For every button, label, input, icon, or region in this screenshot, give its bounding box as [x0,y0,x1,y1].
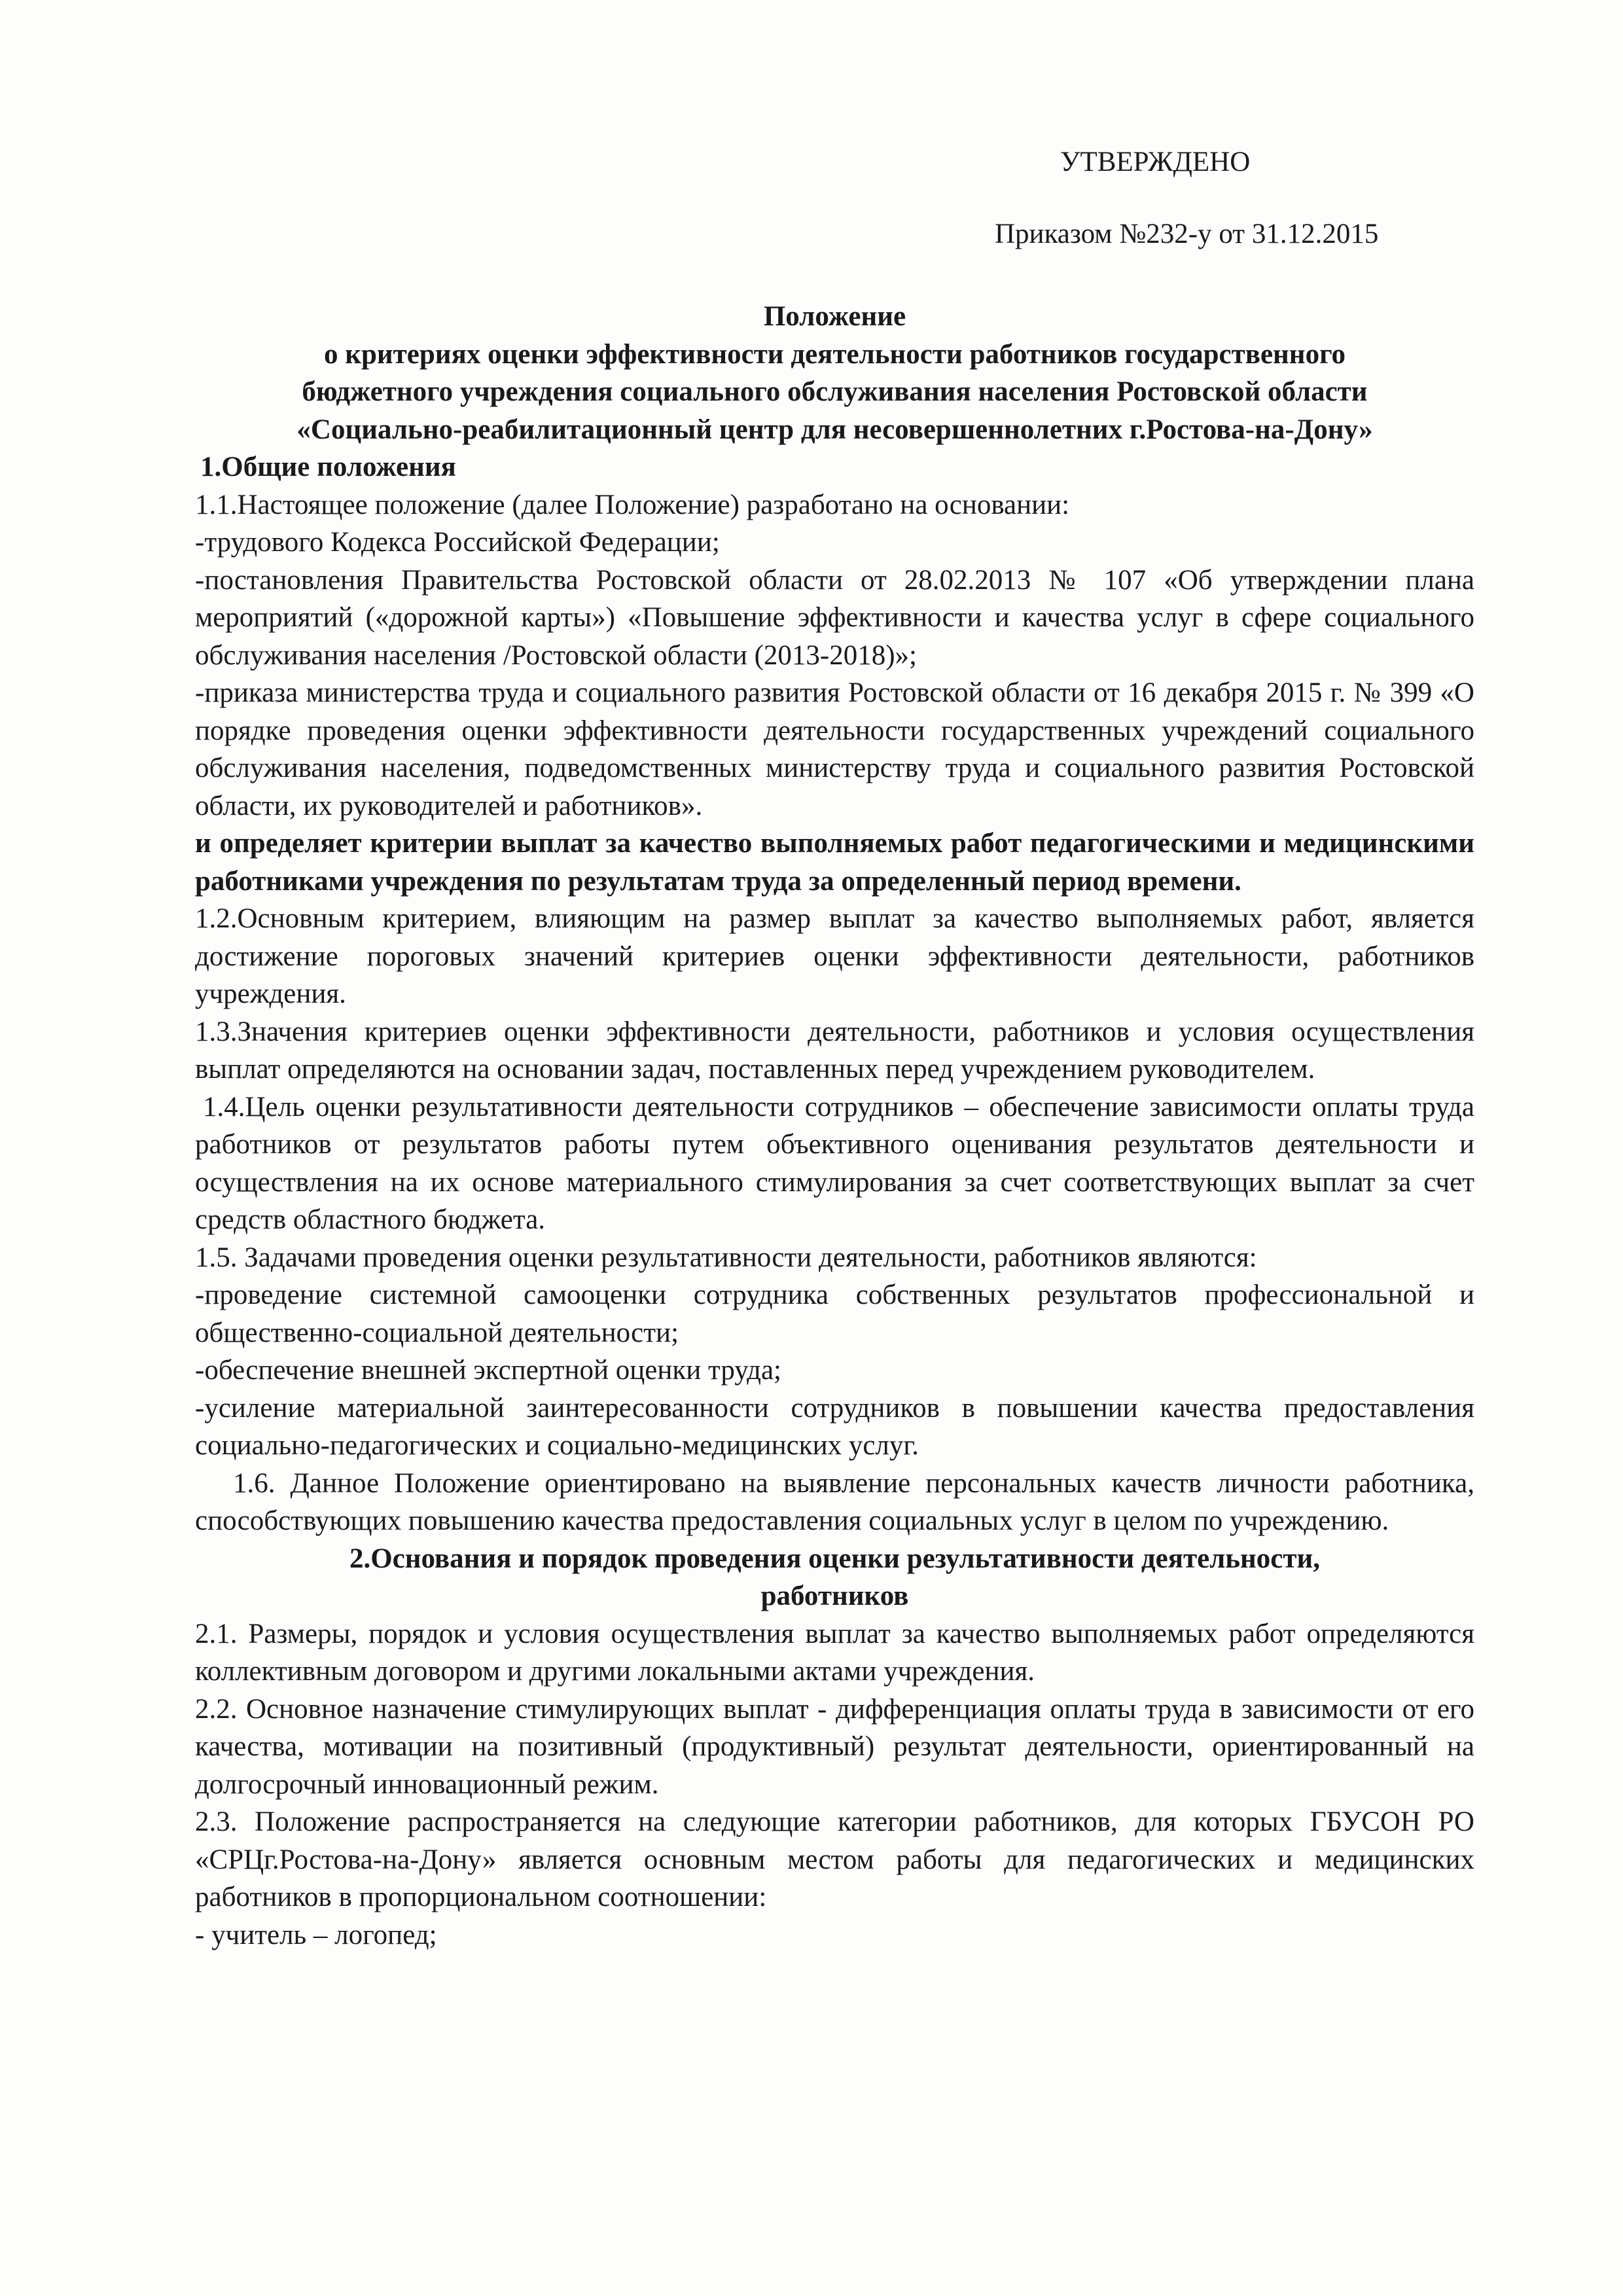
paragraph-2-3-a: - учитель – логопед; [195,1919,437,1950]
section-2-heading-line-1: 2.Основания и порядок проведения оценки результативности деятельности, [349,1543,1321,1574]
section-2-heading-line-2: работников [760,1581,909,1611]
paragraph-1-4: 1.4.Цель оценки результативности деятельности сотрудников – обеспечение зависимости оплаты труда работников от результатов работы путем объективного оценивания результатов деятельности и осуществления на их основе материального стимулирования за счет соответствующих выплат за счет средств областного бюджета. [195,1091,1474,1235]
paragraph-1-6: 1.6. Данное Положение ориентировано на выявление персональных качеств личности работника, способствующих повышению качества предоставления социальных услуг в целом по учреждению. [195,1467,1474,1536]
title-line-4: «Социально-реабилитационный центр для несовершеннолетних г.Ростова-на-Дону» [296,414,1373,445]
paragraph-1-5-b: -обеспечение внешней экспертной оценки труда; [195,1355,782,1386]
paragraph-1-5-a: -проведение системной самооценки сотрудника собственных результатов профессиональной и общественно-социальной деятельности; [195,1280,1474,1348]
paragraph-1-5-c: -усиление материальной заинтересованности сотрудников в повышении качества предоставления социально-педагогических и социально-медицинских услуг. [195,1392,1474,1461]
paragraph-2-3: 2.3. Положение распространяется на следующие категории работников, для которых ГБУСОН РО «СРЦг.Ростова-на-Дону» является основным местом работы для педагогических и медицинских работников в пропорциональном соотношении: [195,1806,1474,1912]
section-2-heading [195,1540,1474,1615]
paragraph-1-1-a: -трудового Кодекса Российской Федерации; [195,527,720,558]
title-line-3: бюджетного учреждения социального обслуживания населения Ростовской области [302,376,1368,407]
title-line-2: о критериях оценки эффективности деятельности работников государственного [323,338,1346,370]
paragraph-1-2: 1.2.Основным критерием, влияющим на размер выплат за качество выполняемых работ, является достижение пороговых значений критериев оценки эффективности деятельности, работников учреждения. [195,903,1474,1009]
approval-block [995,143,1505,254]
paragraph-1-3: 1.3.Значения критериев оценки эффективности деятельности, работников и условия осуществления выплат определяются на основании задач, поставленных перед учреждением руководителем. [195,1016,1474,1085]
document-title [195,298,1474,448]
paragraph-1-1-b: -постановления Правительства Ростовской области от 28.02.2013 № 107 «Об утверждении плана мероприятий («дорожной карты») «Повышение эффективности и качества услуг в сфере социального обслуживания населения /Ростовской области (2013-2018)»; [195,564,1474,671]
approval-order: Приказом №232-у от 31.12.2015 [995,219,1379,249]
approval-label: УТВЕРЖДЕНО [1060,147,1251,177]
paragraph-1-5: 1.5. Задачами проведения оценки результативности деятельности, работников являются: [195,1242,1257,1273]
title-line-1: Положение [763,301,906,332]
paragraph-1-1: 1.1.Настоящее положение (далее Положение) разработано на основании: [195,489,1070,520]
paragraph-1-1-c: -приказа министерства труда и социального развития Ростовской области от 16 декабря 2015 г. № 399 «О порядке проведения оценки эффективности деятельности государственных учреждений социального обслуживания населения, подведомственных министерству труда и социального развития Ростовской области, их руководителей и работников». [195,677,1474,821]
section-1-heading: 1.Общие положения [200,452,456,482]
paragraph-2-1: 2.1. Размеры, порядок и условия осуществления выплат за качество выполняемых работ определяются коллективным договором и другими локальными актами учреждения. [195,1618,1474,1687]
paragraph-2-2: 2.2. Основное назначение стимулирующих выплат - дифференциация оплаты труда в зависимости от его качества, мотивации на позитивный (продуктивный) результат деятельности, ориентированный на долгосрочный инновационный режим. [195,1693,1474,1800]
document-body [195,298,1474,1954]
paragraph-1-1-d: и определяет критерии выплат за качество выполняемых работ педагогическими и медицинскими работниками учреждения по результатам труда за определенный период времени. [195,828,1474,897]
